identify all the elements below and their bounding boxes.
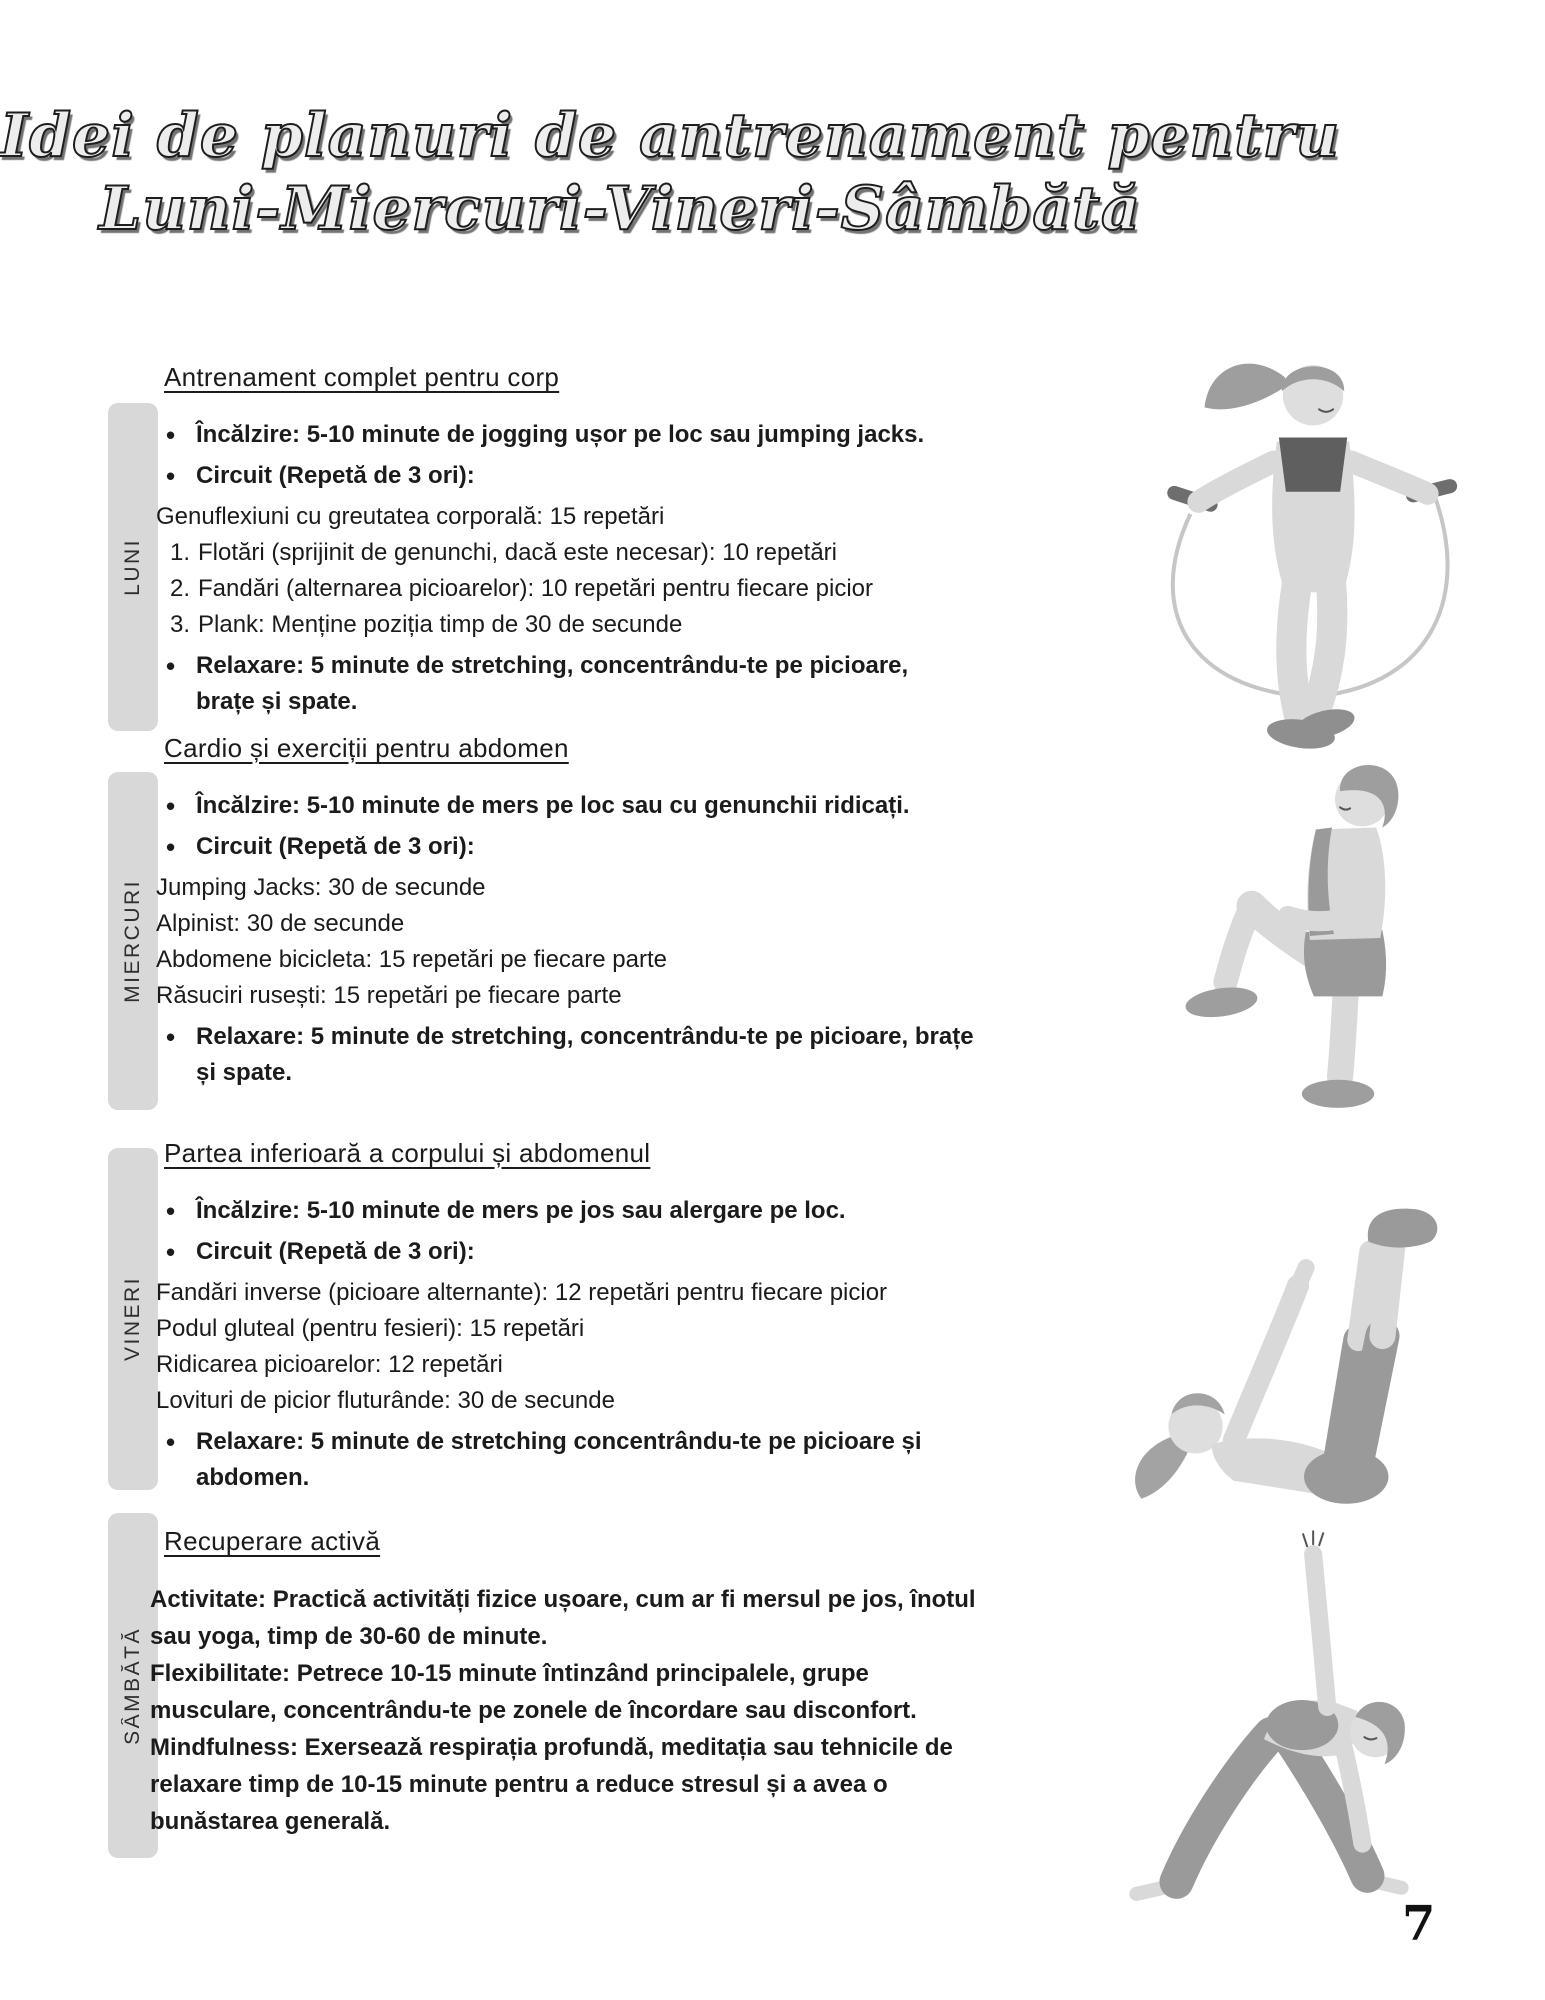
list-item (150, 1275, 980, 1311)
list-item-text: Fandări inverse (picioare alternante): 12 repetări pentru fiecare picior (156, 1279, 888, 1306)
list-item (150, 829, 990, 865)
day-label-vineri: VINERI (121, 1276, 144, 1362)
paragraph (150, 1581, 980, 1655)
list-item-number: 2. (170, 575, 191, 602)
day-label-sambata: SÂMBĂTĂ (121, 1626, 144, 1745)
page-title (0, 100, 1341, 246)
list-item (150, 1424, 980, 1496)
illustration-woman-jumping-rope (1118, 333, 1500, 755)
paragraph-text: Mindfulness: Exersează respirația profundă, meditația sau tehnicile de relaxare timp de 10-15 minute pentru a reduce stresul și a avea o bunăstarea generală. (150, 1734, 953, 1835)
list-item-text: Circuit (Repetă de 3 ori): (196, 833, 475, 860)
list-item-text: Circuit (Repetă de 3 ori): (196, 462, 475, 489)
paragraph-text: Activitate: Practică activități fizice ușoare, cum ar fi mersul pe jos, înotul sau yoga, timp de 30-60 de minute. (150, 1586, 976, 1650)
section-miercuri (150, 733, 990, 1096)
list-item-text: Fandări (alternarea picioarelor): 10 repetări pentru fiecare picior (198, 575, 873, 602)
section-sambata (150, 1526, 980, 1840)
list-item-text: Abdomene bicicleta: 15 repetări pe fiecare parte (156, 946, 667, 973)
section-vineri (150, 1138, 980, 1501)
list-item-text: Răsuciri rusești: 15 repetări pe fiecare parte (156, 982, 622, 1009)
day-label-luni: LUNI (121, 538, 144, 596)
list-item-text: Încălzire: 5-10 minute de mers pe jos sau alergare pe loc. (196, 1197, 846, 1224)
page-title-line-2: Luni-Miercuri-Vineri-Sâmbătă (99, 174, 1141, 245)
list-item (150, 571, 970, 607)
day-label-miercuri: MIERCURI (121, 879, 144, 1003)
section-heading: Antrenament complet pentru corp (164, 362, 560, 392)
page-number: 7 (1402, 1896, 1436, 1952)
list-item (150, 942, 990, 978)
list-item (150, 458, 970, 494)
list-item (150, 978, 990, 1014)
list-item (150, 906, 990, 942)
list-item (150, 1193, 980, 1229)
illustration-woman-leg-raises (1083, 1143, 1505, 1525)
list-item-text: Alpinist: 30 de secunde (156, 910, 405, 937)
list-item (150, 1347, 980, 1383)
list-item (150, 535, 970, 571)
list-item (150, 870, 990, 906)
list-item (150, 499, 970, 535)
list-item-text: Podul gluteal (pentru fesieri): 15 repetări (156, 1315, 585, 1342)
list-item-text: Încălzire: 5-10 minute de mers pe loc sau cu genunchii ridicați. (196, 792, 910, 819)
list-item-text: Flotări (sprijinit de genunchi, dacă este necesar): 10 repetări (198, 539, 837, 566)
list-item-text: Relaxare: 5 minute de stretching, concentrându-te pe picioare, brațe și spate. (196, 1023, 974, 1086)
paragraph (150, 1729, 980, 1840)
list-item (150, 1383, 980, 1419)
list-item-text: Lovituri de picior fluturânde: 30 de secunde (156, 1387, 615, 1414)
list-item (150, 1234, 980, 1270)
list-item-text: Ridicarea picioarelor: 12 repetări (156, 1351, 503, 1378)
list-item-text: Circuit (Repetă de 3 ori): (196, 1238, 475, 1265)
list-item-text: Relaxare: 5 minute de stretching concentrându-te pe picioare și abdomen. (196, 1428, 922, 1491)
section-heading: Recuperare activă (164, 1526, 381, 1556)
list-item (150, 648, 970, 720)
list-item-number: 3. (170, 611, 191, 638)
list-item (150, 1019, 990, 1091)
list-item-text: Încălzire: 5-10 minute de jogging ușor pe loc sau jumping jacks. (196, 421, 925, 448)
illustration-man-marching (1153, 743, 1505, 1125)
paragraph (150, 1655, 980, 1729)
section-luni (150, 362, 970, 725)
list-item-text: Genuflexiuni cu greutatea corporală: 15 repetări (156, 503, 665, 530)
illustration-triangle-pose (1098, 1488, 1460, 1930)
list-item (150, 788, 990, 824)
list-item-text: Relaxare: 5 minute de stretching, concentrându-te pe picioare, brațe și spate. (196, 652, 909, 715)
page-title-line-1: Idei de planuri de antrenament pentru (0, 101, 1341, 171)
paragraph-text: Flexibilitate: Petrece 10-15 minute întinzând principalele, grupe musculare, concentrându-te pe zonele de încordare sau disconfort. (150, 1660, 917, 1724)
list-item (150, 417, 970, 453)
list-item-text: Jumping Jacks: 30 de secunde (156, 874, 486, 901)
list-item-text: Plank: Menține poziția timp de 30 de secunde (198, 611, 683, 638)
list-item (150, 607, 970, 643)
list-item-number: 1. (170, 539, 191, 566)
section-heading: Partea inferioară a corpului și abdomenul (164, 1138, 651, 1168)
section-heading: Cardio și exerciții pentru abdomen (164, 733, 569, 763)
list-item (150, 1311, 980, 1347)
